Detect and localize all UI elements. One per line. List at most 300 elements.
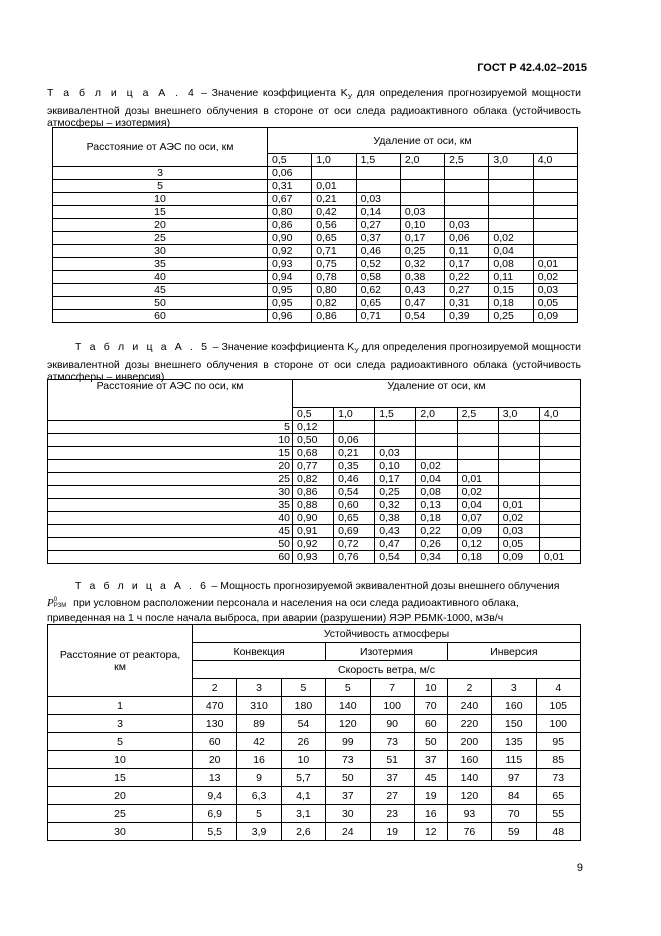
value-cell: 60 — [193, 733, 237, 751]
page-number: 9 — [576, 862, 583, 874]
value-cell — [416, 447, 457, 460]
value-cell: 0,01 — [533, 258, 577, 271]
offset-header: 4,0 — [539, 408, 580, 421]
value-cell: 0,25 — [489, 310, 533, 323]
table-row — [48, 447, 581, 460]
value-cell: 180 — [281, 697, 325, 715]
offset-header: 0,5 — [268, 154, 312, 167]
value-cell: 0,08 — [489, 258, 533, 271]
value-cell: 0,54 — [375, 551, 416, 564]
wind-header: Скорость ветра, м/с — [193, 661, 581, 679]
value-cell — [400, 193, 444, 206]
table6-caption-line3: приведенная на 1 ч после начала выброса, при аварии (разрушении) ЯЭР РБМК-1000, мЗв/ч — [47, 612, 504, 624]
distance-cell: 15 — [48, 447, 293, 460]
value-cell: 0,02 — [498, 512, 539, 525]
column-header-distance: Расстояние от АЭС по оси, км — [48, 380, 293, 421]
value-cell: 0,17 — [375, 473, 416, 486]
value-cell: 0,93 — [268, 258, 312, 271]
value-cell: 85 — [536, 751, 581, 769]
value-cell: 0,15 — [489, 284, 533, 297]
value-cell: 120 — [447, 787, 491, 805]
value-cell: 0,50 — [293, 434, 334, 447]
value-cell — [457, 421, 498, 434]
value-cell: 0,03 — [375, 447, 416, 460]
table-row — [48, 715, 581, 733]
value-cell: 55 — [536, 805, 581, 823]
distance-cell: 10 — [53, 193, 268, 206]
table4-caption-rest: для определения прогнозируемой мощности эквивалентной дозы внешнего облучения в стороне от оси следа радиоактивного облака (устойчивость атмосферы – изотермия) — [47, 87, 581, 130]
table-row — [53, 245, 578, 258]
value-cell: 0,14 — [356, 206, 400, 219]
wind-speed: 10 — [414, 679, 447, 697]
value-cell: 0,25 — [375, 486, 416, 499]
value-cell: 70 — [414, 697, 447, 715]
table6-caption — [47, 580, 581, 625]
distance-cell: 45 — [53, 284, 268, 297]
value-cell: 12 — [414, 823, 447, 841]
value-cell: 0,72 — [334, 538, 375, 551]
distance-cell: 40 — [48, 512, 293, 525]
distance-cell: 50 — [48, 538, 293, 551]
value-cell: 54 — [281, 715, 325, 733]
table6-caption-text: – Мощность прогнозируемой эквивалентной дозы внешнего облучения — [208, 580, 560, 592]
header-row — [48, 380, 581, 408]
value-cell: 0,04 — [489, 245, 533, 258]
value-cell — [457, 460, 498, 473]
value-cell: 0,69 — [334, 525, 375, 538]
value-cell: 0,32 — [375, 499, 416, 512]
value-cell: 0,13 — [416, 499, 457, 512]
table-row — [48, 434, 581, 447]
value-cell: 0,09 — [498, 551, 539, 564]
value-cell: 16 — [414, 805, 447, 823]
value-cell — [375, 421, 416, 434]
value-cell — [533, 219, 577, 232]
value-cell — [445, 193, 489, 206]
value-cell — [539, 486, 580, 499]
value-cell: 0,96 — [268, 310, 312, 323]
value-cell — [539, 460, 580, 473]
value-cell: 0,32 — [400, 258, 444, 271]
value-cell: 0,43 — [375, 525, 416, 538]
value-cell: 0,12 — [457, 538, 498, 551]
value-cell: 0,03 — [445, 219, 489, 232]
distance-cell: 20 — [53, 219, 268, 232]
value-cell: 13 — [193, 769, 237, 787]
value-cell: 0,03 — [498, 525, 539, 538]
value-cell — [489, 219, 533, 232]
offset-header: 4,0 — [533, 154, 577, 167]
value-cell: 37 — [370, 769, 414, 787]
offset-header: 1,0 — [312, 154, 356, 167]
value-cell: 0,03 — [533, 284, 577, 297]
table-row — [48, 551, 581, 564]
value-cell — [375, 434, 416, 447]
value-cell: 0,68 — [293, 447, 334, 460]
value-cell: 0,62 — [356, 284, 400, 297]
distance-cell: 35 — [53, 258, 268, 271]
wind-speed: 5 — [281, 679, 325, 697]
value-cell — [445, 167, 489, 180]
value-cell: 65 — [536, 787, 581, 805]
table6-symbol-sup: 0 — [53, 596, 58, 603]
wind-speed: 5 — [326, 679, 370, 697]
table5-caption-sub: У — [354, 348, 359, 356]
value-cell: 0,18 — [457, 551, 498, 564]
column-header-offset: Удаление от оси, км — [268, 128, 578, 154]
table4-caption-sub: У — [347, 94, 353, 102]
table4-caption-text: – Значение коэффициента K — [196, 87, 348, 99]
value-cell: 0,05 — [533, 297, 577, 310]
distance-cell: 45 — [48, 525, 293, 538]
value-cell: 240 — [447, 697, 491, 715]
value-cell: 0,04 — [457, 499, 498, 512]
value-cell: 5,5 — [193, 823, 237, 841]
wind-speed: 2 — [447, 679, 491, 697]
value-cell: 0,60 — [334, 499, 375, 512]
value-cell: 130 — [193, 715, 237, 733]
value-cell — [445, 206, 489, 219]
offset-header: 2,0 — [400, 154, 444, 167]
stability-group: Изотермия — [326, 643, 448, 661]
value-cell — [489, 193, 533, 206]
value-cell — [498, 473, 539, 486]
value-cell: 0,26 — [416, 538, 457, 551]
value-cell: 100 — [536, 715, 581, 733]
value-cell — [533, 167, 577, 180]
value-cell: 45 — [414, 769, 447, 787]
distance-cell: 5 — [48, 421, 293, 434]
value-cell: 0,78 — [312, 271, 356, 284]
value-cell — [539, 525, 580, 538]
table5-caption-text: – Значение коэффициента K — [209, 341, 355, 353]
value-cell: 50 — [414, 733, 447, 751]
value-cell — [489, 180, 533, 193]
table-row — [48, 805, 581, 823]
value-cell: 0,65 — [334, 512, 375, 525]
value-cell: 6,3 — [237, 787, 281, 805]
value-cell: 0,12 — [293, 421, 334, 434]
value-cell: 135 — [492, 733, 536, 751]
value-cell: 89 — [237, 715, 281, 733]
value-cell: 19 — [370, 823, 414, 841]
value-cell: 200 — [447, 733, 491, 751]
value-cell: 0,71 — [356, 310, 400, 323]
value-cell: 160 — [492, 697, 536, 715]
value-cell: 0,11 — [489, 271, 533, 284]
value-cell: 0,02 — [416, 460, 457, 473]
value-cell: 9 — [237, 769, 281, 787]
stability-group: Инверсия — [447, 643, 580, 661]
value-cell — [533, 232, 577, 245]
value-cell: 0,09 — [457, 525, 498, 538]
table-row — [48, 538, 581, 551]
value-cell — [400, 167, 444, 180]
value-cell: 0,82 — [312, 297, 356, 310]
table-row — [53, 258, 578, 271]
value-cell: 0,25 — [400, 245, 444, 258]
distance-cell: 10 — [48, 751, 193, 769]
value-cell: 0,75 — [312, 258, 356, 271]
value-cell: 310 — [237, 697, 281, 715]
table-row — [48, 525, 581, 538]
value-cell: 0,31 — [268, 180, 312, 193]
value-cell: 0,94 — [268, 271, 312, 284]
value-cell: 0,65 — [312, 232, 356, 245]
table5-caption — [47, 341, 581, 384]
value-cell: 0,06 — [445, 232, 489, 245]
value-cell: 160 — [447, 751, 491, 769]
value-cell — [533, 180, 577, 193]
value-cell: 0,42 — [312, 206, 356, 219]
value-cell — [539, 499, 580, 512]
value-cell — [356, 180, 400, 193]
value-cell — [539, 434, 580, 447]
value-cell: 93 — [447, 805, 491, 823]
value-cell: 4,1 — [281, 787, 325, 805]
offset-header: 1,5 — [356, 154, 400, 167]
value-cell: 0,17 — [445, 258, 489, 271]
value-cell: 50 — [326, 769, 370, 787]
value-cell: 19 — [414, 787, 447, 805]
value-cell: 0,22 — [416, 525, 457, 538]
value-cell: 0,17 — [400, 232, 444, 245]
distance-cell: 50 — [53, 297, 268, 310]
offset-header: 2,5 — [445, 154, 489, 167]
table4 — [52, 127, 578, 323]
distance-cell: 15 — [53, 206, 268, 219]
table6-label: Т а б л и ц а А . 6 — [75, 580, 209, 592]
value-cell: 0,34 — [416, 551, 457, 564]
value-cell: 0,54 — [400, 310, 444, 323]
value-cell: 100 — [370, 697, 414, 715]
value-cell: 140 — [326, 697, 370, 715]
distance-cell: 1 — [48, 697, 193, 715]
value-cell: 37 — [326, 787, 370, 805]
value-cell — [356, 167, 400, 180]
value-cell: 0,88 — [293, 499, 334, 512]
value-cell: 140 — [447, 769, 491, 787]
value-cell — [533, 206, 577, 219]
value-cell: 76 — [447, 823, 491, 841]
table-row — [48, 512, 581, 525]
table-row — [53, 271, 578, 284]
value-cell: 0,47 — [375, 538, 416, 551]
value-cell: 0,46 — [356, 245, 400, 258]
value-cell: 0,37 — [356, 232, 400, 245]
value-cell: 97 — [492, 769, 536, 787]
value-cell: 42 — [237, 733, 281, 751]
value-cell: 23 — [370, 805, 414, 823]
offset-header: 2,0 — [416, 408, 457, 421]
value-cell: 0,71 — [312, 245, 356, 258]
value-cell — [533, 245, 577, 258]
value-cell: 20 — [193, 751, 237, 769]
value-cell: 48 — [536, 823, 581, 841]
value-cell: 0,95 — [268, 297, 312, 310]
value-cell: 0,56 — [312, 219, 356, 232]
table-row — [48, 697, 581, 715]
value-cell: 0,92 — [268, 245, 312, 258]
value-cell: 90 — [370, 715, 414, 733]
value-cell: 120 — [326, 715, 370, 733]
value-cell — [498, 434, 539, 447]
distance-cell: 30 — [53, 245, 268, 258]
offset-header: 3,0 — [489, 154, 533, 167]
offset-header: 2,5 — [457, 408, 498, 421]
table-row — [53, 219, 578, 232]
table5-label: Т а б л и ц а А . 5 — [75, 341, 210, 353]
value-cell: 0,77 — [293, 460, 334, 473]
value-cell: 0,92 — [293, 538, 334, 551]
value-cell: 0,21 — [334, 447, 375, 460]
value-cell: 2,6 — [281, 823, 325, 841]
value-cell: 0,01 — [312, 180, 356, 193]
value-cell: 0,10 — [400, 219, 444, 232]
distance-cell: 10 — [48, 434, 293, 447]
value-cell: 0,90 — [268, 232, 312, 245]
value-cell: 0,03 — [356, 193, 400, 206]
value-cell: 59 — [492, 823, 536, 841]
value-cell: 95 — [536, 733, 581, 751]
value-cell — [498, 486, 539, 499]
offset-header: 0,5 — [293, 408, 334, 421]
wind-speed: 2 — [193, 679, 237, 697]
distance-cell: 5 — [53, 180, 268, 193]
value-cell: 0,27 — [356, 219, 400, 232]
value-cell: 0,06 — [268, 167, 312, 180]
value-cell: 0,82 — [293, 473, 334, 486]
distance-cell: 60 — [53, 310, 268, 323]
value-cell: 0,38 — [400, 271, 444, 284]
header-row — [53, 128, 578, 154]
table5-caption-rest: для определения прогнозируемой мощности эквивалентной дозы внешнего облучения в стороне от оси следа радиоактивного облака (устойчивость атмосферы – инверсия) — [47, 341, 581, 384]
table-row — [53, 167, 578, 180]
table-row — [48, 733, 581, 751]
value-cell: 0,80 — [312, 284, 356, 297]
value-cell: 0,07 — [457, 512, 498, 525]
table4-label: Т а б л и ц а А . 4 — [47, 87, 197, 99]
distance-cell: 3 — [53, 167, 268, 180]
value-cell: 24 — [326, 823, 370, 841]
value-cell: 0,18 — [416, 512, 457, 525]
stability-group: Конвекция — [193, 643, 326, 661]
value-cell: 73 — [536, 769, 581, 787]
value-cell: 84 — [492, 787, 536, 805]
value-cell — [445, 180, 489, 193]
value-cell: 37 — [414, 751, 447, 769]
table-row — [48, 486, 581, 499]
value-cell: 0,21 — [312, 193, 356, 206]
value-cell — [457, 447, 498, 460]
value-cell: 0,02 — [533, 271, 577, 284]
value-cell: 0,02 — [457, 486, 498, 499]
wind-speed: 7 — [370, 679, 414, 697]
value-cell: 60 — [414, 715, 447, 733]
distance-cell: 5 — [48, 733, 193, 751]
value-cell — [498, 447, 539, 460]
value-cell: 99 — [326, 733, 370, 751]
distance-cell: 25 — [53, 232, 268, 245]
distance-cell: 20 — [48, 787, 193, 805]
table-row — [48, 769, 581, 787]
stability-header: Устойчивость атмосферы — [193, 625, 581, 643]
distance-cell: 25 — [48, 473, 293, 486]
value-cell: 26 — [281, 733, 325, 751]
table-row — [48, 473, 581, 486]
value-cell: 470 — [193, 697, 237, 715]
value-cell — [539, 512, 580, 525]
value-cell — [400, 180, 444, 193]
value-cell: 0,95 — [268, 284, 312, 297]
value-cell: 105 — [536, 697, 581, 715]
offset-header: 1,0 — [334, 408, 375, 421]
value-cell: 0,05 — [498, 538, 539, 551]
wind-speed: 3 — [492, 679, 536, 697]
value-cell: 0,39 — [445, 310, 489, 323]
value-cell: 10 — [281, 751, 325, 769]
value-cell: 0,43 — [400, 284, 444, 297]
distance-cell: 35 — [48, 499, 293, 512]
value-cell: 5 — [237, 805, 281, 823]
value-cell: 5,7 — [281, 769, 325, 787]
table-row — [48, 460, 581, 473]
value-cell: 0,35 — [334, 460, 375, 473]
value-cell: 0,93 — [293, 551, 334, 564]
table-row — [53, 193, 578, 206]
value-cell: 3,9 — [237, 823, 281, 841]
value-cell: 16 — [237, 751, 281, 769]
value-cell: 0,65 — [356, 297, 400, 310]
value-cell: 0,86 — [268, 219, 312, 232]
table-row — [48, 787, 581, 805]
value-cell: 0,54 — [334, 486, 375, 499]
value-cell: 0,02 — [489, 232, 533, 245]
offset-header: 3,0 — [498, 408, 539, 421]
value-cell: 0,47 — [400, 297, 444, 310]
value-cell: 0,76 — [334, 551, 375, 564]
wind-speed: 3 — [237, 679, 281, 697]
table-row — [48, 823, 581, 841]
value-cell: 0,08 — [416, 486, 457, 499]
value-cell — [498, 421, 539, 434]
value-cell: 0,91 — [293, 525, 334, 538]
value-cell — [533, 193, 577, 206]
value-cell: 0,10 — [375, 460, 416, 473]
table-row — [53, 206, 578, 219]
table6-caption-line2: при условном расположении персонала и населения на оси следа радиоактивного облака, — [70, 596, 519, 609]
value-cell: 150 — [492, 715, 536, 733]
column-header-distance: Расстояние от АЭС по оси, км — [53, 128, 268, 167]
table-row — [53, 284, 578, 297]
distance-cell: 40 — [53, 271, 268, 284]
value-cell: 0,80 — [268, 206, 312, 219]
value-cell — [489, 167, 533, 180]
offset-header: 1,5 — [375, 408, 416, 421]
table-row — [48, 421, 581, 434]
value-cell — [334, 421, 375, 434]
value-cell: 0,58 — [356, 271, 400, 284]
value-cell: 73 — [370, 733, 414, 751]
value-cell: 0,38 — [375, 512, 416, 525]
value-cell — [539, 447, 580, 460]
value-cell: 73 — [326, 751, 370, 769]
distance-cell: 3 — [48, 715, 193, 733]
table5 — [47, 379, 581, 564]
table-row — [53, 310, 578, 323]
standard-code: ГОСТ Р 42.4.02–2015 — [477, 62, 587, 74]
value-cell: 0,31 — [445, 297, 489, 310]
